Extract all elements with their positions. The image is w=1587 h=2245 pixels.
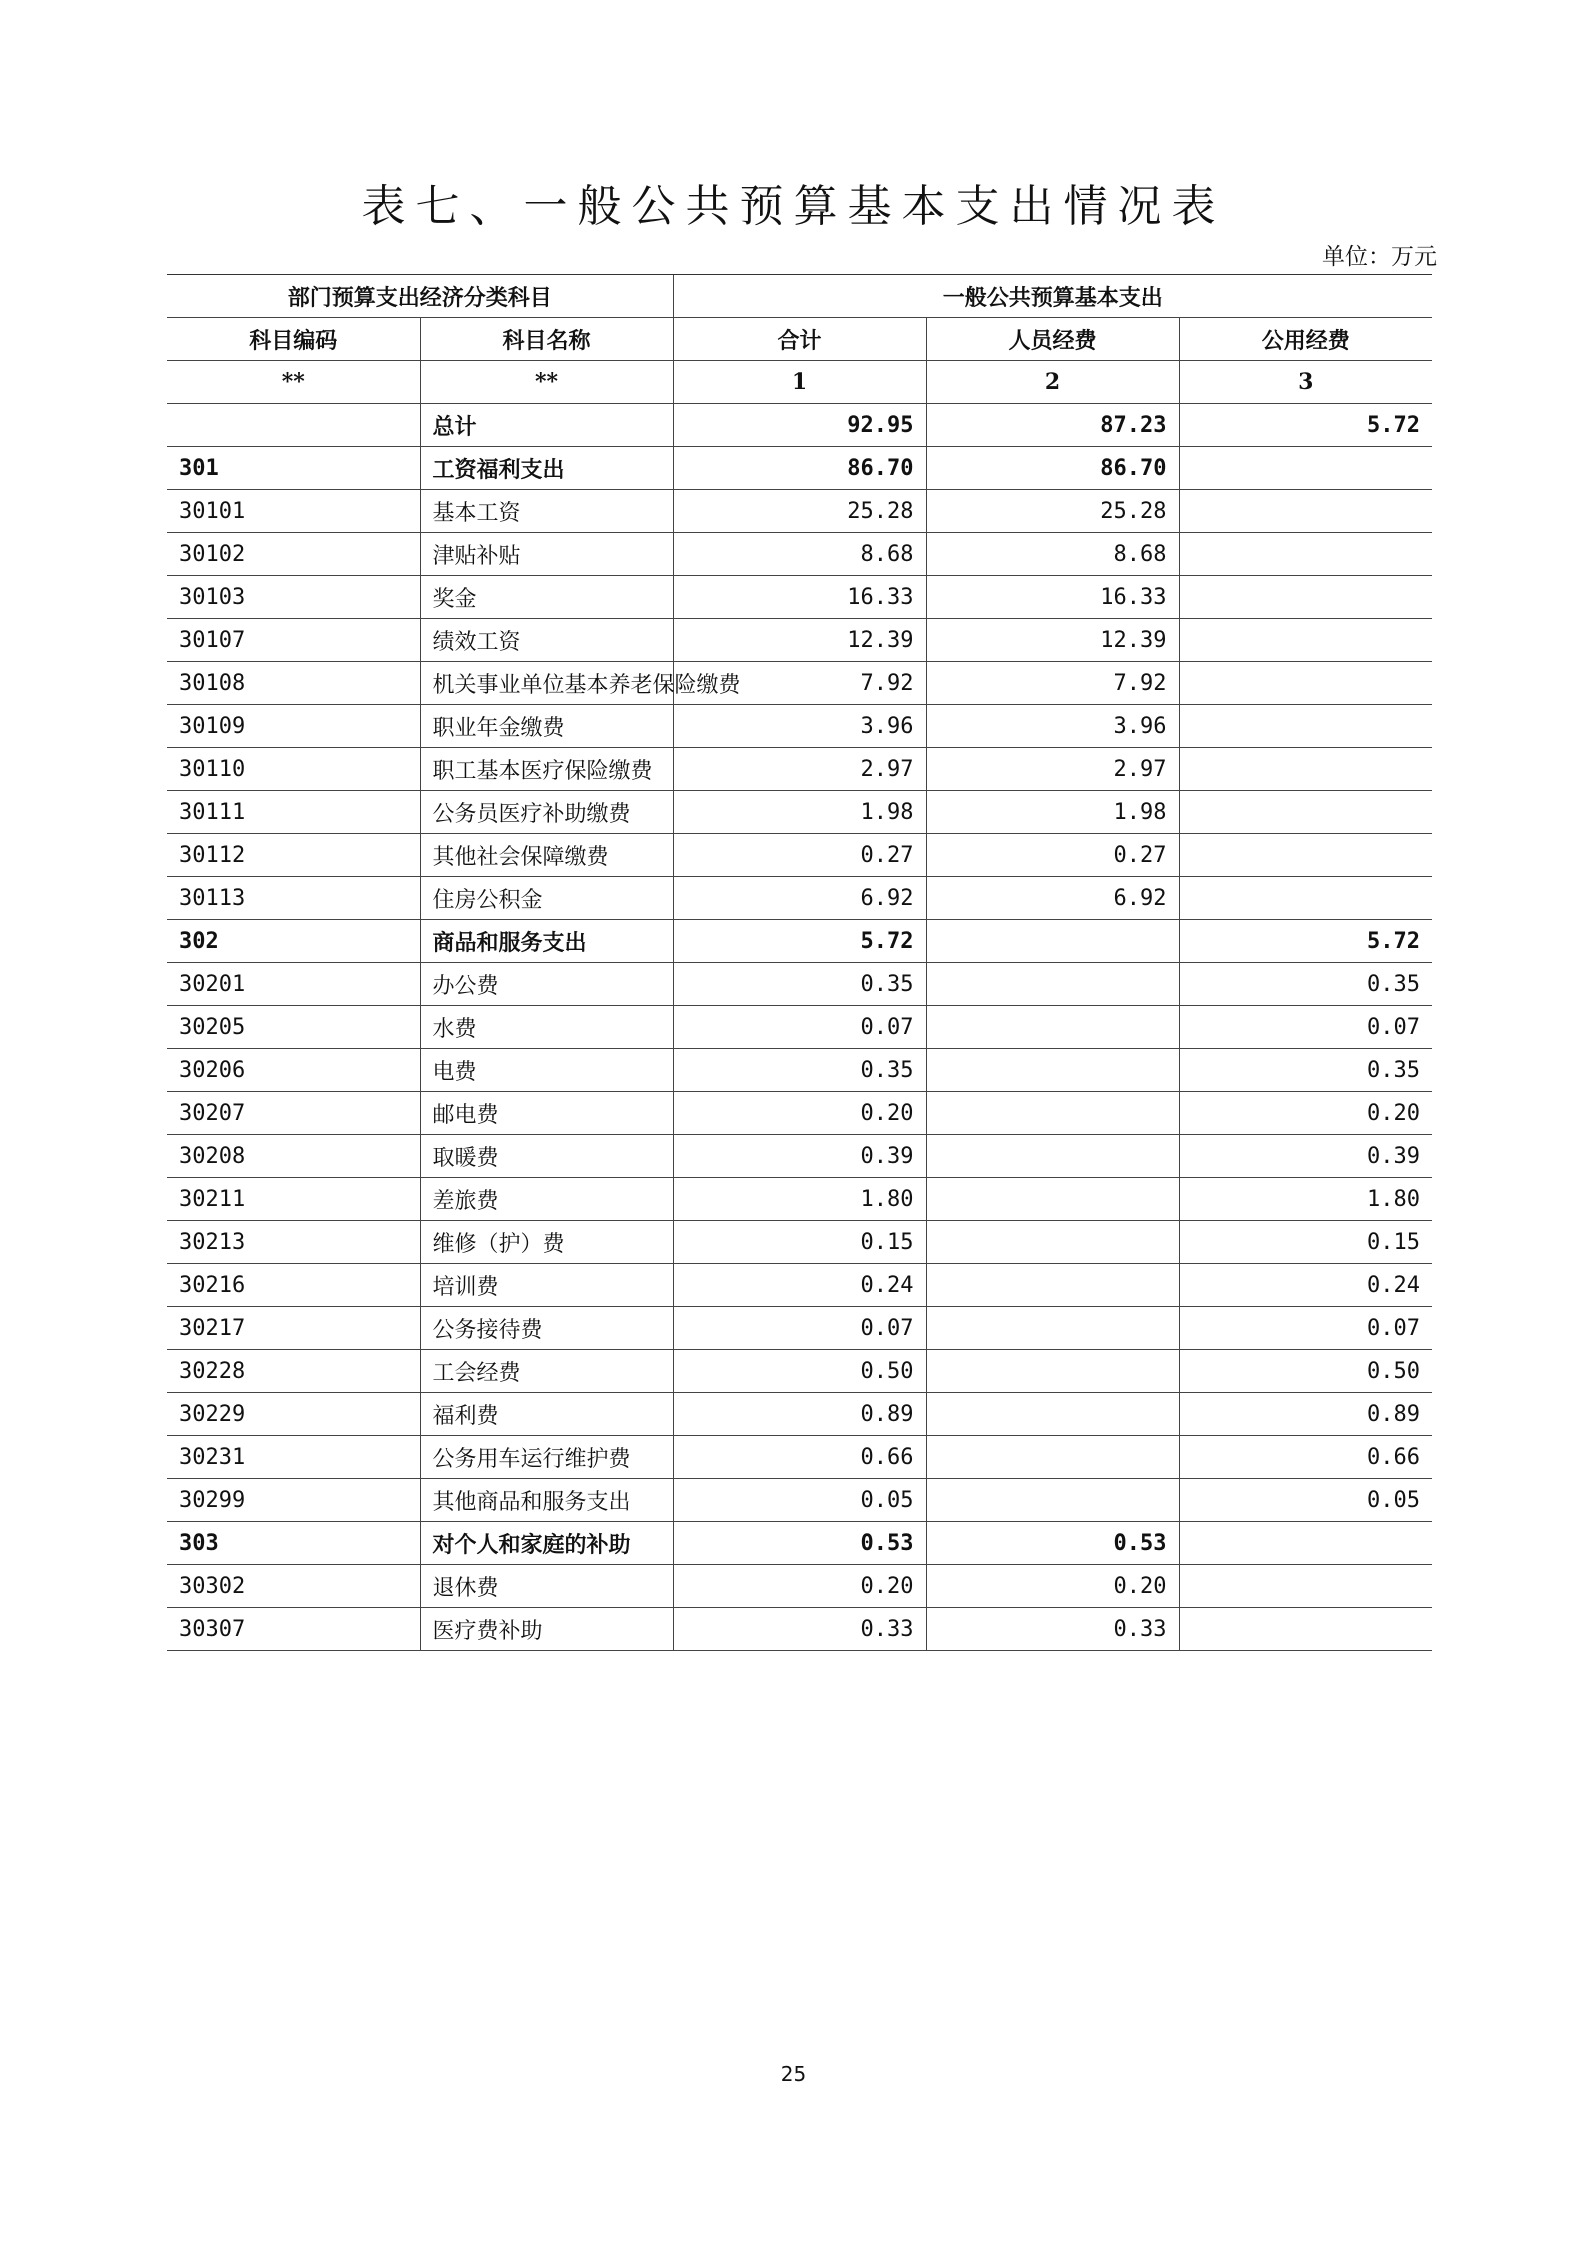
table-row bbox=[167, 1178, 1432, 1221]
table-row bbox=[167, 1006, 1432, 1049]
cell-name: 取暖费 bbox=[420, 1135, 673, 1178]
cell-code: 30112 bbox=[167, 834, 420, 877]
cell-total: 0.50 bbox=[673, 1350, 926, 1393]
cell-public: 0.66 bbox=[1179, 1436, 1432, 1479]
header-total: 合计 bbox=[673, 318, 926, 361]
page-title: 表七、一般公共预算基本支出情况表 bbox=[361, 181, 1226, 232]
table-row bbox=[167, 1221, 1432, 1264]
cell-name: 其他社会保障缴费 bbox=[420, 834, 673, 877]
cell-public bbox=[1179, 877, 1432, 920]
cell-public: 0.24 bbox=[1179, 1264, 1432, 1307]
table-row bbox=[167, 490, 1432, 533]
cell-name: 公务用车运行维护费 bbox=[420, 1436, 673, 1479]
cell-public: 0.35 bbox=[1179, 1049, 1432, 1092]
cell-total: 0.20 bbox=[673, 1565, 926, 1608]
cell-total: 0.15 bbox=[673, 1221, 926, 1264]
cell-name: 总计 bbox=[420, 404, 673, 447]
cell-public bbox=[1179, 834, 1432, 877]
table-row bbox=[167, 576, 1432, 619]
cell-code: 30103 bbox=[167, 576, 420, 619]
cell-code: 30205 bbox=[167, 1006, 420, 1049]
cell-personnel: 8.68 bbox=[926, 533, 1179, 576]
cell-personnel: 7.92 bbox=[926, 662, 1179, 705]
table-group-header bbox=[167, 275, 1432, 318]
cell-name: 差旅费 bbox=[420, 1178, 673, 1221]
cell-total: 0.89 bbox=[673, 1393, 926, 1436]
index-personnel: 2 bbox=[926, 361, 1179, 404]
table-row bbox=[167, 1565, 1432, 1608]
cell-code: 30213 bbox=[167, 1221, 420, 1264]
cell-personnel: 3.96 bbox=[926, 705, 1179, 748]
cell-personnel: 0.33 bbox=[926, 1608, 1179, 1651]
cell-total: 7.92 bbox=[673, 662, 926, 705]
table-row bbox=[167, 1350, 1432, 1393]
cell-code: 30108 bbox=[167, 662, 420, 705]
cell-personnel bbox=[926, 1049, 1179, 1092]
cell-personnel bbox=[926, 920, 1179, 963]
cell-total: 0.07 bbox=[673, 1006, 926, 1049]
cell-code: 30302 bbox=[167, 1565, 420, 1608]
header-personnel: 人员经费 bbox=[926, 318, 1179, 361]
cell-total: 0.27 bbox=[673, 834, 926, 877]
cell-code: 30208 bbox=[167, 1135, 420, 1178]
cell-total: 2.97 bbox=[673, 748, 926, 791]
index-total: 1 bbox=[673, 361, 926, 404]
table-row bbox=[167, 1307, 1432, 1350]
cell-code bbox=[167, 404, 420, 447]
cell-name: 其他商品和服务支出 bbox=[420, 1479, 673, 1522]
cell-code: 30113 bbox=[167, 877, 420, 920]
table-row bbox=[167, 1522, 1432, 1565]
cell-name: 公务接待费 bbox=[420, 1307, 673, 1350]
table-row bbox=[167, 533, 1432, 576]
page-number: 25 bbox=[780, 2062, 807, 2086]
cell-total: 0.39 bbox=[673, 1135, 926, 1178]
cell-public: 0.05 bbox=[1179, 1479, 1432, 1522]
cell-personnel bbox=[926, 1350, 1179, 1393]
cell-public: 1.80 bbox=[1179, 1178, 1432, 1221]
cell-total: 0.35 bbox=[673, 963, 926, 1006]
cell-public: 5.72 bbox=[1179, 404, 1432, 447]
cell-name: 办公费 bbox=[420, 963, 673, 1006]
cell-name: 电费 bbox=[420, 1049, 673, 1092]
cell-code: 30229 bbox=[167, 1393, 420, 1436]
table-row bbox=[167, 1049, 1432, 1092]
cell-name: 工会经费 bbox=[420, 1350, 673, 1393]
cell-code: 30110 bbox=[167, 748, 420, 791]
index-code: ** bbox=[167, 361, 420, 404]
cell-code: 30206 bbox=[167, 1049, 420, 1092]
cell-name: 津贴补贴 bbox=[420, 533, 673, 576]
table-row bbox=[167, 963, 1432, 1006]
table-row bbox=[167, 1264, 1432, 1307]
cell-total: 6.92 bbox=[673, 877, 926, 920]
cell-public bbox=[1179, 662, 1432, 705]
cell-code: 30102 bbox=[167, 533, 420, 576]
cell-code: 303 bbox=[167, 1522, 420, 1565]
budget-table bbox=[167, 274, 1432, 1651]
cell-personnel bbox=[926, 1006, 1179, 1049]
cell-personnel bbox=[926, 1221, 1179, 1264]
cell-code: 30307 bbox=[167, 1608, 420, 1651]
cell-public bbox=[1179, 447, 1432, 490]
cell-total: 25.28 bbox=[673, 490, 926, 533]
cell-name: 奖金 bbox=[420, 576, 673, 619]
cell-code: 30207 bbox=[167, 1092, 420, 1135]
cell-code: 30216 bbox=[167, 1264, 420, 1307]
group-header-right: 一般公共预算基本支出 bbox=[673, 275, 1432, 318]
cell-public: 5.72 bbox=[1179, 920, 1432, 963]
cell-personnel: 1.98 bbox=[926, 791, 1179, 834]
table-row bbox=[167, 1479, 1432, 1522]
cell-personnel bbox=[926, 1264, 1179, 1307]
cell-name: 绩效工资 bbox=[420, 619, 673, 662]
cell-total: 0.05 bbox=[673, 1479, 926, 1522]
cell-total: 0.24 bbox=[673, 1264, 926, 1307]
cell-code: 30228 bbox=[167, 1350, 420, 1393]
cell-public: 0.50 bbox=[1179, 1350, 1432, 1393]
index-public: 3 bbox=[1179, 361, 1432, 404]
cell-public: 0.07 bbox=[1179, 1307, 1432, 1350]
cell-public: 0.20 bbox=[1179, 1092, 1432, 1135]
cell-name: 公务员医疗补助缴费 bbox=[420, 791, 673, 834]
cell-public: 0.39 bbox=[1179, 1135, 1432, 1178]
cell-personnel bbox=[926, 1307, 1179, 1350]
cell-name: 机关事业单位基本养老保险缴费 bbox=[420, 662, 673, 705]
table-row bbox=[167, 877, 1432, 920]
cell-code: 30217 bbox=[167, 1307, 420, 1350]
cell-public bbox=[1179, 1522, 1432, 1565]
cell-personnel: 0.53 bbox=[926, 1522, 1179, 1565]
header-public: 公用经费 bbox=[1179, 318, 1432, 361]
cell-name: 医疗费补助 bbox=[420, 1608, 673, 1651]
cell-personnel bbox=[926, 1178, 1179, 1221]
cell-total: 5.72 bbox=[673, 920, 926, 963]
table-row bbox=[167, 404, 1432, 447]
cell-total: 92.95 bbox=[673, 404, 926, 447]
table-row bbox=[167, 920, 1432, 963]
cell-personnel: 2.97 bbox=[926, 748, 1179, 791]
cell-code: 30111 bbox=[167, 791, 420, 834]
table-row bbox=[167, 748, 1432, 791]
cell-code: 30231 bbox=[167, 1436, 420, 1479]
cell-name: 水费 bbox=[420, 1006, 673, 1049]
cell-name: 维修（护）费 bbox=[420, 1221, 673, 1264]
cell-personnel: 16.33 bbox=[926, 576, 1179, 619]
cell-code: 30107 bbox=[167, 619, 420, 662]
header-name: 科目名称 bbox=[420, 318, 673, 361]
cell-code: 30211 bbox=[167, 1178, 420, 1221]
cell-code: 30109 bbox=[167, 705, 420, 748]
cell-personnel bbox=[926, 1479, 1179, 1522]
cell-public: 0.35 bbox=[1179, 963, 1432, 1006]
table-row bbox=[167, 834, 1432, 877]
cell-total: 0.35 bbox=[673, 1049, 926, 1092]
cell-personnel bbox=[926, 1393, 1179, 1436]
cell-name: 工资福利支出 bbox=[420, 447, 673, 490]
cell-name: 退休费 bbox=[420, 1565, 673, 1608]
cell-total: 0.53 bbox=[673, 1522, 926, 1565]
cell-personnel: 86.70 bbox=[926, 447, 1179, 490]
table-row bbox=[167, 1092, 1432, 1135]
cell-name: 对个人和家庭的补助 bbox=[420, 1522, 673, 1565]
cell-personnel: 0.20 bbox=[926, 1565, 1179, 1608]
cell-name: 培训费 bbox=[420, 1264, 673, 1307]
cell-public: 0.15 bbox=[1179, 1221, 1432, 1264]
cell-total: 1.80 bbox=[673, 1178, 926, 1221]
cell-total: 0.66 bbox=[673, 1436, 926, 1479]
cell-total: 12.39 bbox=[673, 619, 926, 662]
table-row bbox=[167, 705, 1432, 748]
cell-code: 30101 bbox=[167, 490, 420, 533]
cell-total: 0.33 bbox=[673, 1608, 926, 1651]
table-row bbox=[167, 447, 1432, 490]
table-index-row bbox=[167, 361, 1432, 404]
unit-label: 单位：万元 bbox=[1322, 244, 1437, 270]
table-row bbox=[167, 791, 1432, 834]
cell-personnel bbox=[926, 1135, 1179, 1178]
cell-name: 职工基本医疗保险缴费 bbox=[420, 748, 673, 791]
cell-public: 0.07 bbox=[1179, 1006, 1432, 1049]
cell-personnel: 25.28 bbox=[926, 490, 1179, 533]
cell-personnel: 12.39 bbox=[926, 619, 1179, 662]
table-column-header bbox=[167, 318, 1432, 361]
index-name: ** bbox=[420, 361, 673, 404]
cell-code: 301 bbox=[167, 447, 420, 490]
group-header-left: 部门预算支出经济分类科目 bbox=[167, 275, 673, 318]
cell-name: 住房公积金 bbox=[420, 877, 673, 920]
cell-public bbox=[1179, 791, 1432, 834]
cell-public bbox=[1179, 1608, 1432, 1651]
cell-name: 邮电费 bbox=[420, 1092, 673, 1135]
cell-name: 职业年金缴费 bbox=[420, 705, 673, 748]
cell-public bbox=[1179, 705, 1432, 748]
cell-public bbox=[1179, 619, 1432, 662]
cell-public: 0.89 bbox=[1179, 1393, 1432, 1436]
cell-personnel bbox=[926, 963, 1179, 1006]
cell-total: 8.68 bbox=[673, 533, 926, 576]
cell-public bbox=[1179, 1565, 1432, 1608]
header-code: 科目编码 bbox=[167, 318, 420, 361]
table-row bbox=[167, 1436, 1432, 1479]
cell-personnel bbox=[926, 1436, 1179, 1479]
cell-personnel bbox=[926, 1092, 1179, 1135]
table-row bbox=[167, 1135, 1432, 1178]
cell-total: 0.07 bbox=[673, 1307, 926, 1350]
cell-personnel: 87.23 bbox=[926, 404, 1179, 447]
cell-total: 16.33 bbox=[673, 576, 926, 619]
cell-personnel: 0.27 bbox=[926, 834, 1179, 877]
cell-name: 基本工资 bbox=[420, 490, 673, 533]
cell-name: 商品和服务支出 bbox=[420, 920, 673, 963]
cell-total: 86.70 bbox=[673, 447, 926, 490]
cell-name: 福利费 bbox=[420, 1393, 673, 1436]
cell-code: 30201 bbox=[167, 963, 420, 1006]
cell-code: 30299 bbox=[167, 1479, 420, 1522]
cell-public bbox=[1179, 576, 1432, 619]
cell-total: 1.98 bbox=[673, 791, 926, 834]
table-row bbox=[167, 662, 1432, 705]
cell-code: 302 bbox=[167, 920, 420, 963]
cell-public bbox=[1179, 533, 1432, 576]
cell-personnel: 6.92 bbox=[926, 877, 1179, 920]
cell-total: 3.96 bbox=[673, 705, 926, 748]
cell-public bbox=[1179, 748, 1432, 791]
table-row bbox=[167, 1608, 1432, 1651]
cell-total: 0.20 bbox=[673, 1092, 926, 1135]
cell-public bbox=[1179, 490, 1432, 533]
table-row bbox=[167, 1393, 1432, 1436]
table-row bbox=[167, 619, 1432, 662]
